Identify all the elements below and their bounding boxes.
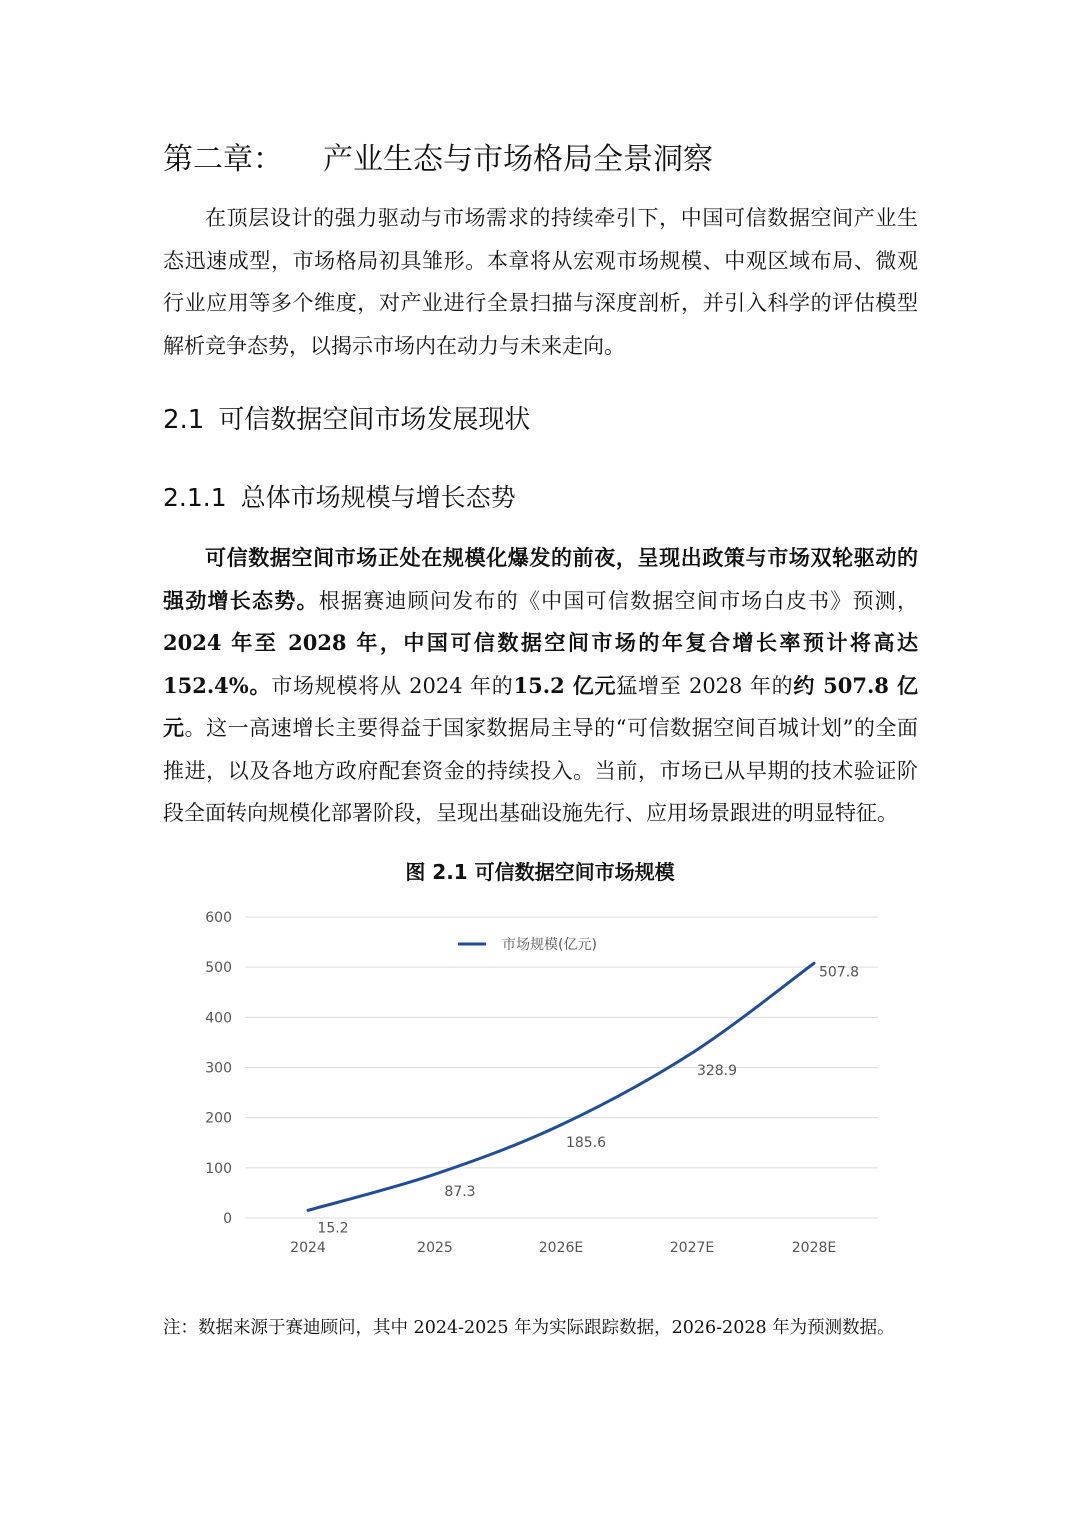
chapter-title: 产业生态与市场格局全景洞察 [323, 142, 713, 177]
section-number: 2.1 [163, 405, 205, 435]
value-2024: 15.2 亿元 [513, 672, 617, 698]
data-label: 15.2 [317, 1220, 349, 1237]
chapter-label: 第二章： [163, 142, 283, 177]
data-label: 87.3 [444, 1184, 476, 1201]
data-label: 507.8 [819, 964, 860, 981]
x-tick-label: 2024 [290, 1240, 326, 1256]
y-tick-label: 600 [205, 910, 232, 926]
y-tick-label: 0 [223, 1211, 232, 1227]
legend-label: 市场规模(亿元) [502, 937, 597, 953]
x-tick-label: 2026E [538, 1240, 584, 1256]
subsection-number: 2.1.1 [163, 483, 227, 512]
chapter-heading [163, 140, 923, 180]
figure-title: 图 2.1 可信数据空间市场规模 [405, 860, 675, 884]
y-tick-label: 400 [205, 1010, 232, 1027]
x-tick-label: 2028E [791, 1240, 837, 1256]
value-2028: 约 507.8 亿元 [163, 672, 918, 740]
key-finding: 可信数据空间市场正处在规模化爆发的前夜，呈现出政策与市场双轮驱动的强劲增长态势。 [163, 545, 918, 613]
body-text: 猛增至 2028 年的 [616, 673, 794, 698]
data-label: 328.9 [696, 1063, 738, 1080]
figure-note: 注：数据来源于赛迪顾问，其中 2024-2025 年为实际跟踪数据，2026-2028 年为预测数据。 [163, 1318, 895, 1338]
subsection-title: 总体市场规模与增长态势 [240, 483, 516, 512]
data-label: 185.6 [565, 1134, 607, 1151]
body-paragraph [163, 537, 918, 835]
cagr-statement: 2024 年至 2028 年，中国可信数据空间市场的年复合增长率预计将高达 152.4%。 [163, 630, 918, 698]
body-text: 市场规模将从 2024 年的 [271, 673, 514, 698]
market-size-chart [160, 895, 920, 1275]
subsection-heading [163, 478, 516, 518]
y-tick-label: 200 [205, 1110, 232, 1127]
body-text: 。这一高速增长主要得益于国家数据局主导的“可信数据空间百城计划”的全面推进，以及各地方政府配套资金的持续投入。当前，市场已从早期的技术验证阶段全面转向规模化部署阶段，呈现出基础设施先行、应用场景跟进的明显特征。 [163, 716, 919, 825]
x-tick-label: 2027E [669, 1240, 715, 1256]
y-tick-label: 300 [205, 1060, 232, 1077]
intro-paragraph: 在顶层设计的强力驱动与市场需求的持续牵引下，中国可信数据空间产业生态迅速成型，市场格局初具雏形。本章将从宏观市场规模、中观区域布局、微观行业应用等多个维度，对产业进行全景扫描与深度剖析，并引入科学的评估模型解析竞争态势，以揭示市场内在动力与未来走向。 [163, 206, 918, 358]
series-line [308, 963, 814, 1210]
x-tick-label: 2025 [417, 1240, 453, 1256]
section-heading [163, 400, 530, 440]
section-title: 可信数据空间市场发展现状 [218, 405, 531, 435]
y-tick-label: 100 [205, 1160, 232, 1177]
y-tick-label: 500 [205, 960, 232, 977]
source-citation: 根据赛迪顾问发布的《中国可信数据空间市场白皮书》预测， [318, 588, 919, 613]
